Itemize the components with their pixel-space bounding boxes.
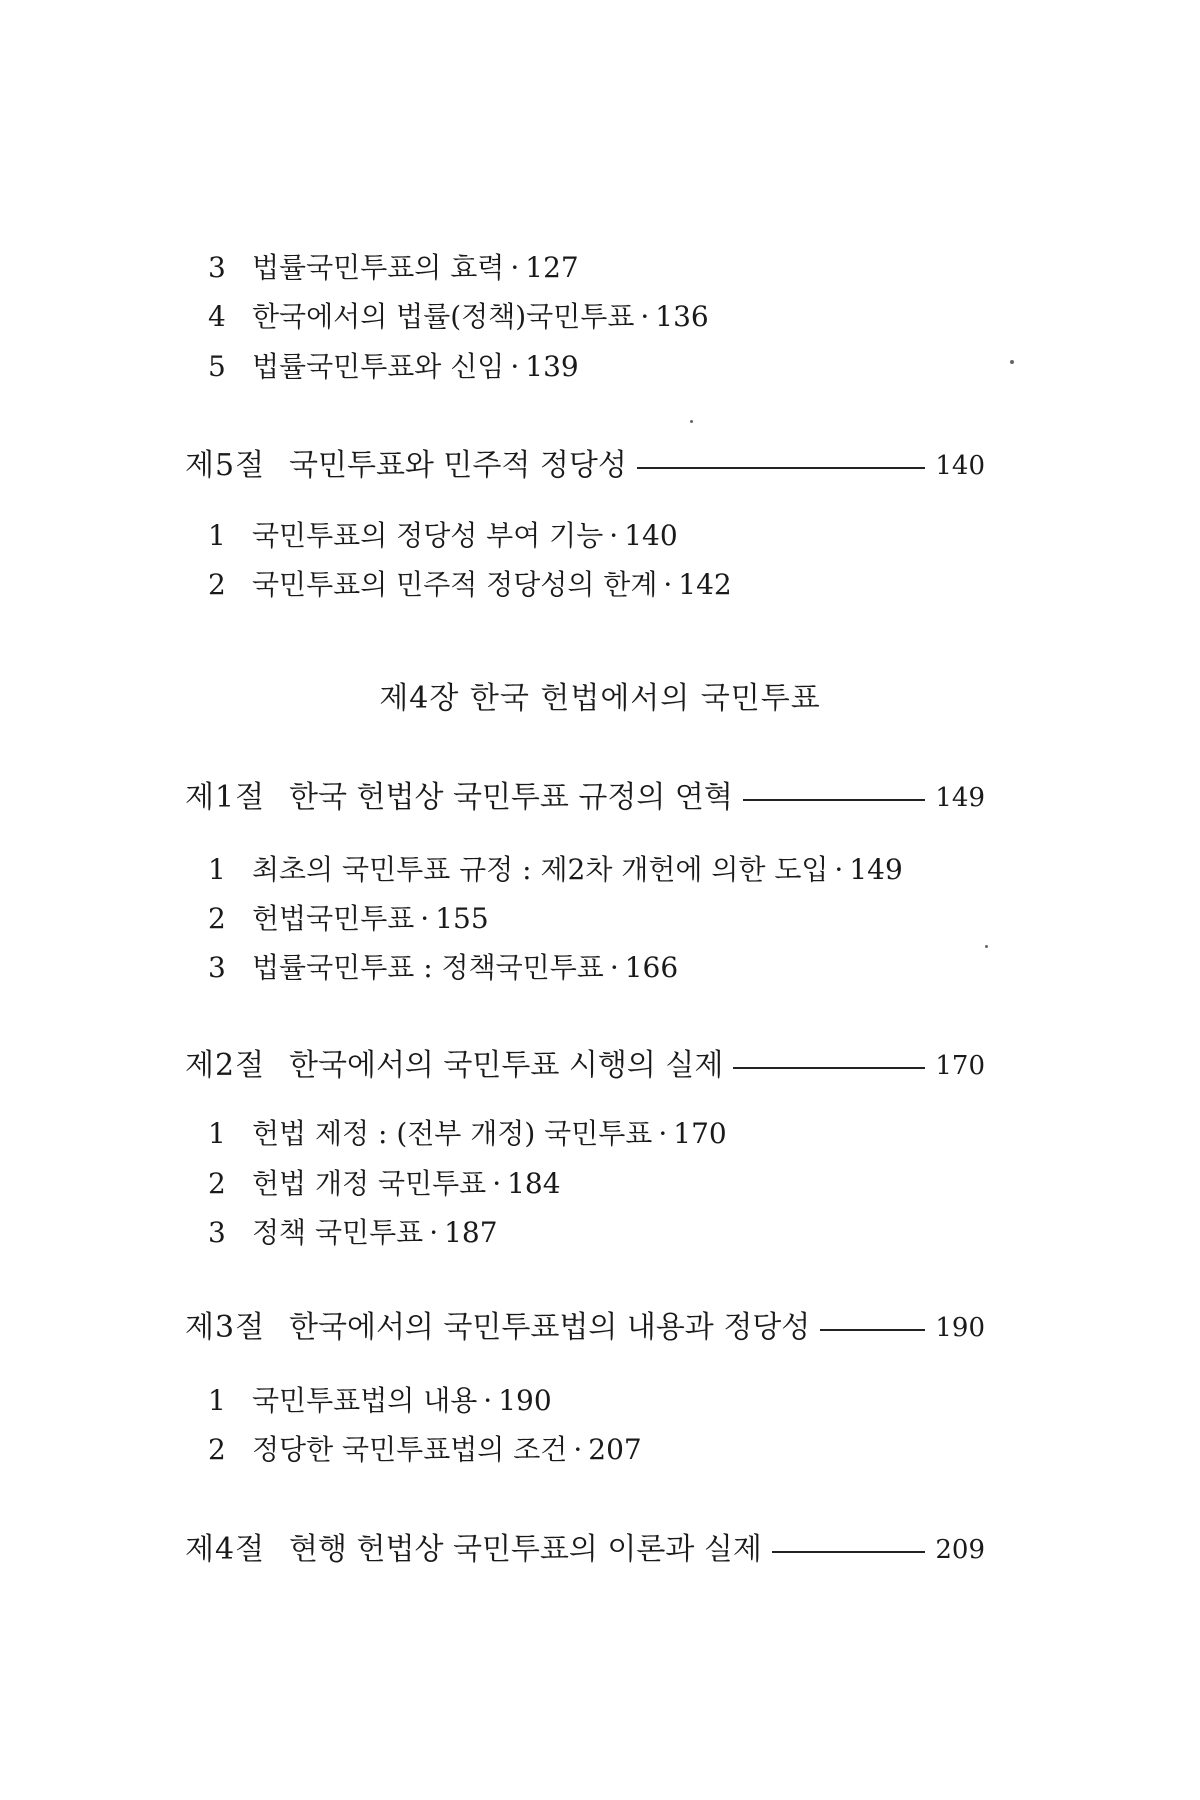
bullet-separator: · <box>420 902 430 935</box>
leader-line <box>772 1551 926 1553</box>
section-heading <box>185 1306 985 1350</box>
item-title: 국민투표의 민주적 정당성의 한계 <box>252 568 658 601</box>
item-title-line <box>252 1114 727 1154</box>
leader-line <box>733 1067 925 1069</box>
item-page: 140 <box>624 519 678 552</box>
item-page: 155 <box>435 902 489 935</box>
item-page: 207 <box>588 1433 642 1466</box>
bullet-separator: · <box>483 1384 493 1417</box>
section-page: 209 <box>935 1535 985 1565</box>
section-heading <box>185 1528 985 1572</box>
item-page: 136 <box>655 300 709 333</box>
scan-speck <box>1010 360 1014 364</box>
item-title-line <box>252 516 678 556</box>
item-title-line <box>252 1213 498 1253</box>
item-number: 5 <box>208 350 226 383</box>
section-title: 한국에서의 국민투표 시행의 실제 <box>289 1048 724 1083</box>
bullet-separator: · <box>663 568 673 601</box>
section-label: 제4절 <box>185 1532 266 1567</box>
section-title: 한국 헌법상 국민투표 규정의 연혁 <box>289 780 733 815</box>
item-title-line <box>252 850 903 890</box>
leader-line <box>743 799 925 801</box>
section-page: 190 <box>935 1313 985 1343</box>
item-title-line <box>252 1164 561 1204</box>
item-title: 헌법 개정 국민투표 <box>252 1167 487 1200</box>
section-heading <box>185 776 985 820</box>
item-page: 170 <box>673 1117 727 1150</box>
bullet-separator: · <box>609 519 619 552</box>
bullet-separator: · <box>492 1167 502 1200</box>
leader-line <box>637 467 926 469</box>
item-number: 1 <box>208 853 226 886</box>
item-title-line <box>252 948 678 988</box>
section-page: 149 <box>935 783 985 813</box>
item-title-line <box>252 297 709 337</box>
item-title: 법률국민투표 : 정책국민투표 <box>252 951 604 984</box>
item-number: 2 <box>208 1167 226 1200</box>
item-title: 헌법 제정 : (전부 개정) 국민투표 <box>252 1117 653 1150</box>
item-page: 149 <box>849 853 903 886</box>
item-number: 2 <box>208 568 226 601</box>
item-page: 127 <box>525 251 579 284</box>
item-title: 국민투표법의 내용 <box>252 1384 478 1417</box>
item-title-line <box>252 347 579 387</box>
item-page: 190 <box>498 1384 552 1417</box>
section-label: 제2절 <box>185 1048 266 1083</box>
bullet-separator: · <box>658 1117 668 1150</box>
section-title: 현행 헌법상 국민투표의 이론과 실제 <box>289 1532 762 1567</box>
item-number: 3 <box>208 1216 226 1249</box>
item-page: 166 <box>624 951 679 984</box>
item-title: 법률국민투표의 효력 <box>252 251 505 284</box>
item-title: 헌법국민투표 <box>252 902 415 935</box>
item-title-line <box>252 248 579 288</box>
item-title: 정당한 국민투표법의 조건 <box>252 1433 568 1466</box>
item-title-line <box>252 1430 642 1470</box>
item-number: 4 <box>208 300 226 333</box>
item-title: 국민투표의 정당성 부여 기능 <box>252 519 604 552</box>
section-label: 제3절 <box>185 1310 266 1345</box>
item-title: 한국에서의 법률(정책)국민투표 <box>252 300 635 333</box>
scan-speck <box>690 420 693 423</box>
section-heading <box>185 444 985 488</box>
item-title: 법률국민투표와 신임 <box>252 350 505 383</box>
section-title: 한국에서의 국민투표법의 내용과 정당성 <box>289 1310 811 1345</box>
item-page: 139 <box>525 350 579 383</box>
item-number: 1 <box>208 1117 226 1150</box>
section-page: 170 <box>935 1051 985 1081</box>
item-title-line <box>252 899 489 939</box>
item-number: 3 <box>208 951 226 984</box>
bullet-separator: · <box>640 300 650 333</box>
chapter-heading: 제4장 한국 헌법에서의 국민투표 <box>379 681 821 716</box>
section-title: 국민투표와 민주적 정당성 <box>289 448 627 483</box>
item-title-line <box>252 565 732 605</box>
section-heading <box>185 1044 985 1088</box>
item-number: 3 <box>208 251 226 284</box>
bullet-separator: · <box>834 853 844 886</box>
section-label: 제1절 <box>185 780 266 815</box>
item-number: 2 <box>208 1433 226 1466</box>
leader-line <box>820 1329 925 1331</box>
item-page: 187 <box>444 1216 498 1249</box>
section-label: 제5절 <box>185 448 266 483</box>
bullet-separator: · <box>429 1216 439 1249</box>
item-number: 2 <box>208 902 226 935</box>
bullet-separator: · <box>510 251 520 284</box>
item-page: 142 <box>678 568 732 601</box>
section-page: 140 <box>935 451 985 481</box>
item-number: 1 <box>208 519 226 552</box>
item-number: 1 <box>208 1384 226 1417</box>
bullet-separator: · <box>609 951 619 984</box>
item-page: 184 <box>507 1167 561 1200</box>
scan-speck <box>985 945 988 948</box>
bullet-separator: · <box>573 1433 583 1466</box>
item-title: 최초의 국민투표 규정 : 제2차 개헌에 의한 도입 <box>252 853 829 886</box>
bullet-separator: · <box>510 350 520 383</box>
item-title: 정책 국민투표 <box>252 1216 424 1249</box>
item-title-line <box>252 1381 552 1421</box>
